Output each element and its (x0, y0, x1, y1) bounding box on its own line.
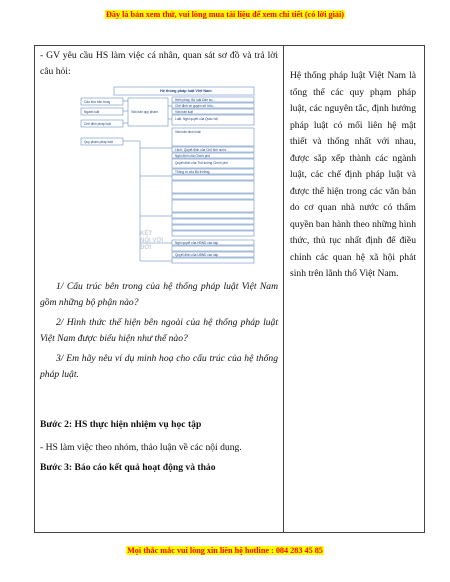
legal-system-definition: Hệ thống pháp luật Việt Nam là tổng thể các quy phạm pháp luật, các nguyên tắc, định hướng pháp luật có mối liên hệ mật thiết và thống nhất với nhau, được sắp xếp thành các ngành luật, các chế định pháp luật và được thể hiện trong các văn bản do cơ quan nhà nước có thẩm quyền ban hành theo những hình thức, thủ tục nhất định để điều chỉnh các quan hệ xã hội phát sinh trên lãnh thổ Việt Nam. (290, 70, 416, 279)
diagram-label: Luật, Nghị quyết của Quốc hội (175, 117, 218, 121)
legal-system-diagram (80, 86, 256, 271)
task-intro: - GV yêu cầu HS làm việc cá nhân, quan sát sơ đồ và trả lời câu hỏi: (40, 50, 278, 77)
diagram-label: Văn bản dưới luật (175, 130, 201, 134)
question-2: 2/ Hình thức thể hiện bên ngoài của hệ thống pháp luật Việt Nam được biểu hiện như thế nào? (40, 317, 278, 344)
diagram-watermark: KẾT NỐI VỚI ĐỜI (140, 231, 164, 251)
diagram-label: Thông tư của Bộ trưởng (175, 170, 210, 174)
step-3-title: Bước 3: Báo cáo kết quả hoạt động và thảo (40, 462, 216, 473)
column-divider (283, 46, 284, 532)
diagram-label: Chế định về quyền sở hữu... (175, 104, 216, 108)
diagram-label: Cấu trúc bên trong (84, 100, 111, 104)
diagram-title: Hệ thống pháp luật Việt Nam (160, 89, 212, 93)
diagram-label: Ngành luật (84, 110, 100, 114)
teacher-activity-column (40, 48, 278, 476)
question-3: 3/ Em hãy nêu ví dụ minh hoạ cho cấu trúc của hệ thống pháp luật. (40, 353, 278, 380)
hotline-banner: Mọi thắc mắc vui lòng xin liên hệ hotline : 084 283 45 85 (127, 546, 323, 555)
diagram-label: Văn bản luật (175, 110, 193, 114)
diagram-label: Quy phạm pháp luật (84, 140, 113, 144)
step-2-text: - HS làm việc theo nhóm, thảo luận về các nội dung. (40, 442, 242, 453)
diagram-label: Chế định pháp luật (84, 122, 111, 126)
diagram-label: Hiến pháp, Bộ luật Dân sự... (175, 98, 216, 102)
step-2-title: Bước 2: HS thực hiện nhiệm vụ học tập (40, 419, 202, 430)
diagram-label: Lệnh, Quyết định của Chủ tịch nước (175, 148, 227, 152)
preview-notice-banner: Đây là bản xem thử, vui lòng mua tài liệu để xem chi tiết (có lời giải) (105, 10, 344, 19)
diagram-label: Quyết định của UBND các cấp (175, 253, 219, 257)
product-column (290, 68, 416, 283)
diagram-label: Nghị quyết của HĐND các cấp (175, 241, 219, 245)
diagram-label: Quyết định của Thủ tướng Chính phủ (175, 161, 228, 165)
diagram-label: Văn bản quy phạm (131, 110, 158, 114)
question-1: 1/ Cấu trúc bên trong của hệ thống pháp luật Việt Nam gồm những bộ phận nào? (40, 281, 278, 308)
diagram-label: Nghị định của Chính phủ (175, 154, 211, 158)
lesson-table (34, 45, 425, 533)
